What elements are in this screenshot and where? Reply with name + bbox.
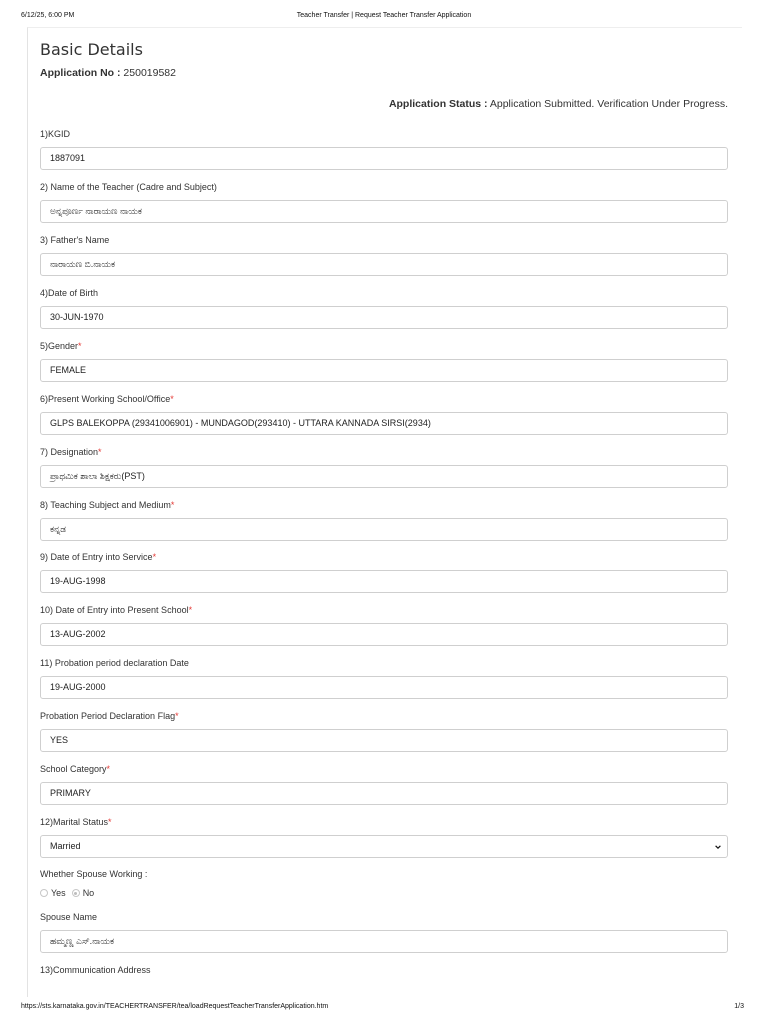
teaching-subject-label: 8) Teaching Subject and Medium* — [40, 500, 175, 510]
application-number-value: 250019582 — [123, 67, 176, 79]
present-school-entry-field[interactable]: 13-AUG-2002 — [40, 623, 728, 646]
radio-no-label: No — [82, 888, 95, 898]
school-category-label: School Category* — [40, 764, 111, 774]
dob-field[interactable]: 30-JUN-1970 — [40, 306, 728, 329]
teaching-subject-field[interactable]: ಕನ್ನಡ — [40, 518, 728, 541]
present-school-label: 6)Present Working School/Office* — [40, 394, 174, 404]
required-marker: * — [78, 341, 82, 351]
dob-label: 4)Date of Birth — [40, 288, 99, 298]
school-category-field[interactable]: PRIMARY — [40, 782, 728, 805]
spouse-working-yes-option[interactable] — [40, 888, 66, 898]
required-marker: * — [188, 605, 193, 615]
father-name-label: 3) Father's Name — [40, 235, 110, 245]
gender-label: 5)Gender* — [40, 341, 82, 351]
gender-field[interactable]: FEMALE — [40, 359, 728, 382]
designation-field[interactable]: ಪ್ರಾಥಮಿಕ ಶಾಲಾ ಶಿಕ್ಷಕರು(PST) — [40, 465, 728, 488]
service-entry-label: 9) Date of Entry into Service* — [40, 552, 157, 562]
required-marker: * — [106, 764, 111, 774]
print-page-title: Teacher Transfer | Request Teacher Transfer Application — [296, 12, 472, 19]
chevron-down-icon — [715, 844, 721, 850]
print-timestamp: 6/12/25, 6:00 PM — [21, 12, 75, 19]
teacher-name-label: 2) Name of the Teacher (Cadre and Subject) — [40, 182, 217, 192]
marital-status-label: 12)Marital Status* — [40, 817, 112, 827]
communication-address-label: 13)Communication Address — [40, 965, 151, 975]
print-url: https://sts.karnataka.gov.in/TEACHERTRANSFER/tea/loadRequestTeacherTransferApplication.htm — [21, 1003, 329, 1010]
application-status-value: Application Submitted. Verification Under Progress. — [489, 98, 728, 110]
kgid-label: 1)KGID — [40, 129, 71, 139]
required-marker: * — [98, 447, 102, 457]
spouse-name-field[interactable]: ಹಮ್ಮಣ್ಣ ಎಸ್.ನಾಯಕ — [40, 930, 728, 953]
probation-flag-label: Probation Period Declaration Flag* — [40, 711, 179, 721]
spouse-working-label: Whether Spouse Working : — [40, 869, 148, 879]
radio-yes[interactable] — [40, 889, 48, 897]
required-marker: * — [108, 817, 112, 827]
required-marker: * — [152, 552, 157, 562]
probation-date-label: 11) Probation period declaration Date — [40, 658, 189, 668]
application-status-label: Application Status : — [388, 98, 488, 110]
required-marker: * — [170, 500, 175, 510]
application-number — [40, 67, 176, 79]
probation-date-field[interactable]: 19-AUG-2000 — [40, 676, 728, 699]
application-number-label: Application No : — [40, 67, 121, 79]
present-school-entry-label: 10) Date of Entry into Present School* — [40, 605, 193, 615]
application-status — [389, 98, 728, 110]
required-marker: * — [170, 394, 174, 404]
print-page-number: 1/3 — [734, 1003, 744, 1010]
radio-yes-label: Yes — [51, 888, 66, 898]
teacher-name-field[interactable]: ಅನ್ನಪೂರ್ಣ ನಾರಾಯಣ ನಾಯಕ — [40, 200, 728, 223]
section-title: Basic Details — [40, 40, 143, 59]
spouse-name-label: Spouse Name — [40, 912, 98, 922]
print-footer — [0, 1003, 768, 1015]
probation-flag-field[interactable]: YES — [40, 729, 728, 752]
designation-label: 7) Designation* — [40, 447, 102, 457]
spouse-working-no-option[interactable] — [72, 888, 95, 898]
marital-status-value: Married — [50, 841, 81, 851]
print-header — [0, 12, 768, 24]
required-marker: * — [175, 711, 179, 721]
radio-no[interactable] — [72, 889, 80, 897]
father-name-field[interactable]: ನಾರಾಯಣ ಬಿ.ನಾಯಕ — [40, 253, 728, 276]
spouse-working-radio-group — [40, 888, 100, 898]
present-school-field[interactable]: GLPS BALEKOPPA (29341006901) - MUNDAGOD(293410) - UTTARA KANNADA SIRSI(2934) — [40, 412, 728, 435]
kgid-field[interactable]: 1887091 — [40, 147, 728, 170]
marital-status-select[interactable] — [40, 835, 728, 858]
service-entry-field[interactable]: 19-AUG-1998 — [40, 570, 728, 593]
